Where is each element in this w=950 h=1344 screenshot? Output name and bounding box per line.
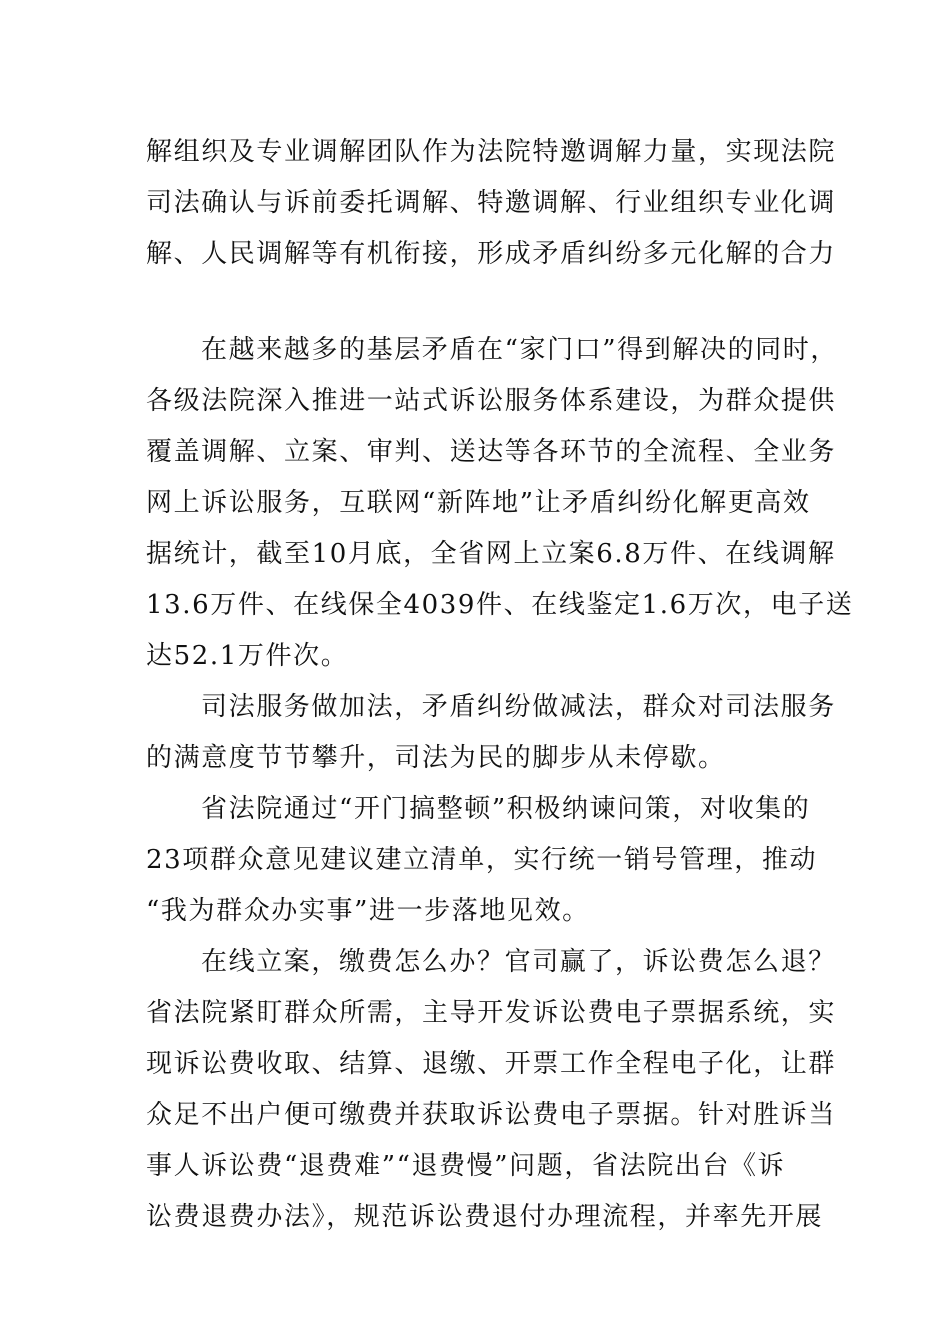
text-line: 23项群众意见建议建立清单，实行统一销号管理，推动 [146, 845, 818, 875]
text-line: 13.6万件、在线保全4039件、在线鉴定1.6万次，电子送 [146, 590, 854, 620]
text-line: 解组织及专业调解团队作为法院特邀调解力量，实现法院 [146, 137, 837, 167]
text-line: 覆盖调解、立案、审判、送达等各环节的全流程、全业务 [146, 437, 837, 467]
paragraph-first-line: 省法院通过“开门搞整顿”积极纳谏问策，对收集的 [201, 794, 811, 824]
paragraph-first-line: 在线立案，缴费怎么办？官司赢了，诉讼费怎么退？ [201, 947, 836, 977]
text-line: 众足不出户便可缴费并获取诉讼费电子票据。针对胜诉当 [146, 1100, 837, 1130]
text-line: 事人诉讼费“退费难”“退费慢”问题，省法院出台《诉 [146, 1151, 786, 1181]
paragraph-first-line: 司法服务做加法，矛盾纠纷做减法，群众对司法服务 [201, 692, 836, 722]
text-line: 各级法院深入推进一站式诉讼服务体系建设，为群众提供 [146, 386, 837, 416]
text-line: 网上诉讼服务，互联网“新阵地”让矛盾纠纷化解更高效 [146, 488, 811, 518]
text-line: “我为群众办实事”进一步落地见效。 [146, 896, 590, 926]
text-line: 解、人民调解等有机衔接，形成矛盾纠纷多元化解的合力 [146, 239, 837, 269]
paragraph-first-line: 在越来越多的基层矛盾在“家门口”得到解决的同时， [201, 335, 838, 365]
text-line: 司法确认与诉前委托调解、特邀调解、行业组织专业化调 [146, 188, 837, 218]
text-line: 的满意度节节攀升，司法为民的脚步从未停歇。 [146, 743, 726, 773]
text-line: 省法院紧盯群众所需，主导开发诉讼费电子票据系统，实 [146, 998, 837, 1028]
text-line: 现诉讼费收取、结算、退缴、开票工作全程电子化，让群 [146, 1049, 837, 1079]
text-line: 讼费退费办法》，规范诉讼费退付办理流程，并率先开展 [146, 1202, 824, 1232]
text-line: 据统计，截至10月底，全省网上立案6.8万件、在线调解 [146, 539, 836, 569]
text-line: 达52.1万件次。 [146, 641, 349, 671]
